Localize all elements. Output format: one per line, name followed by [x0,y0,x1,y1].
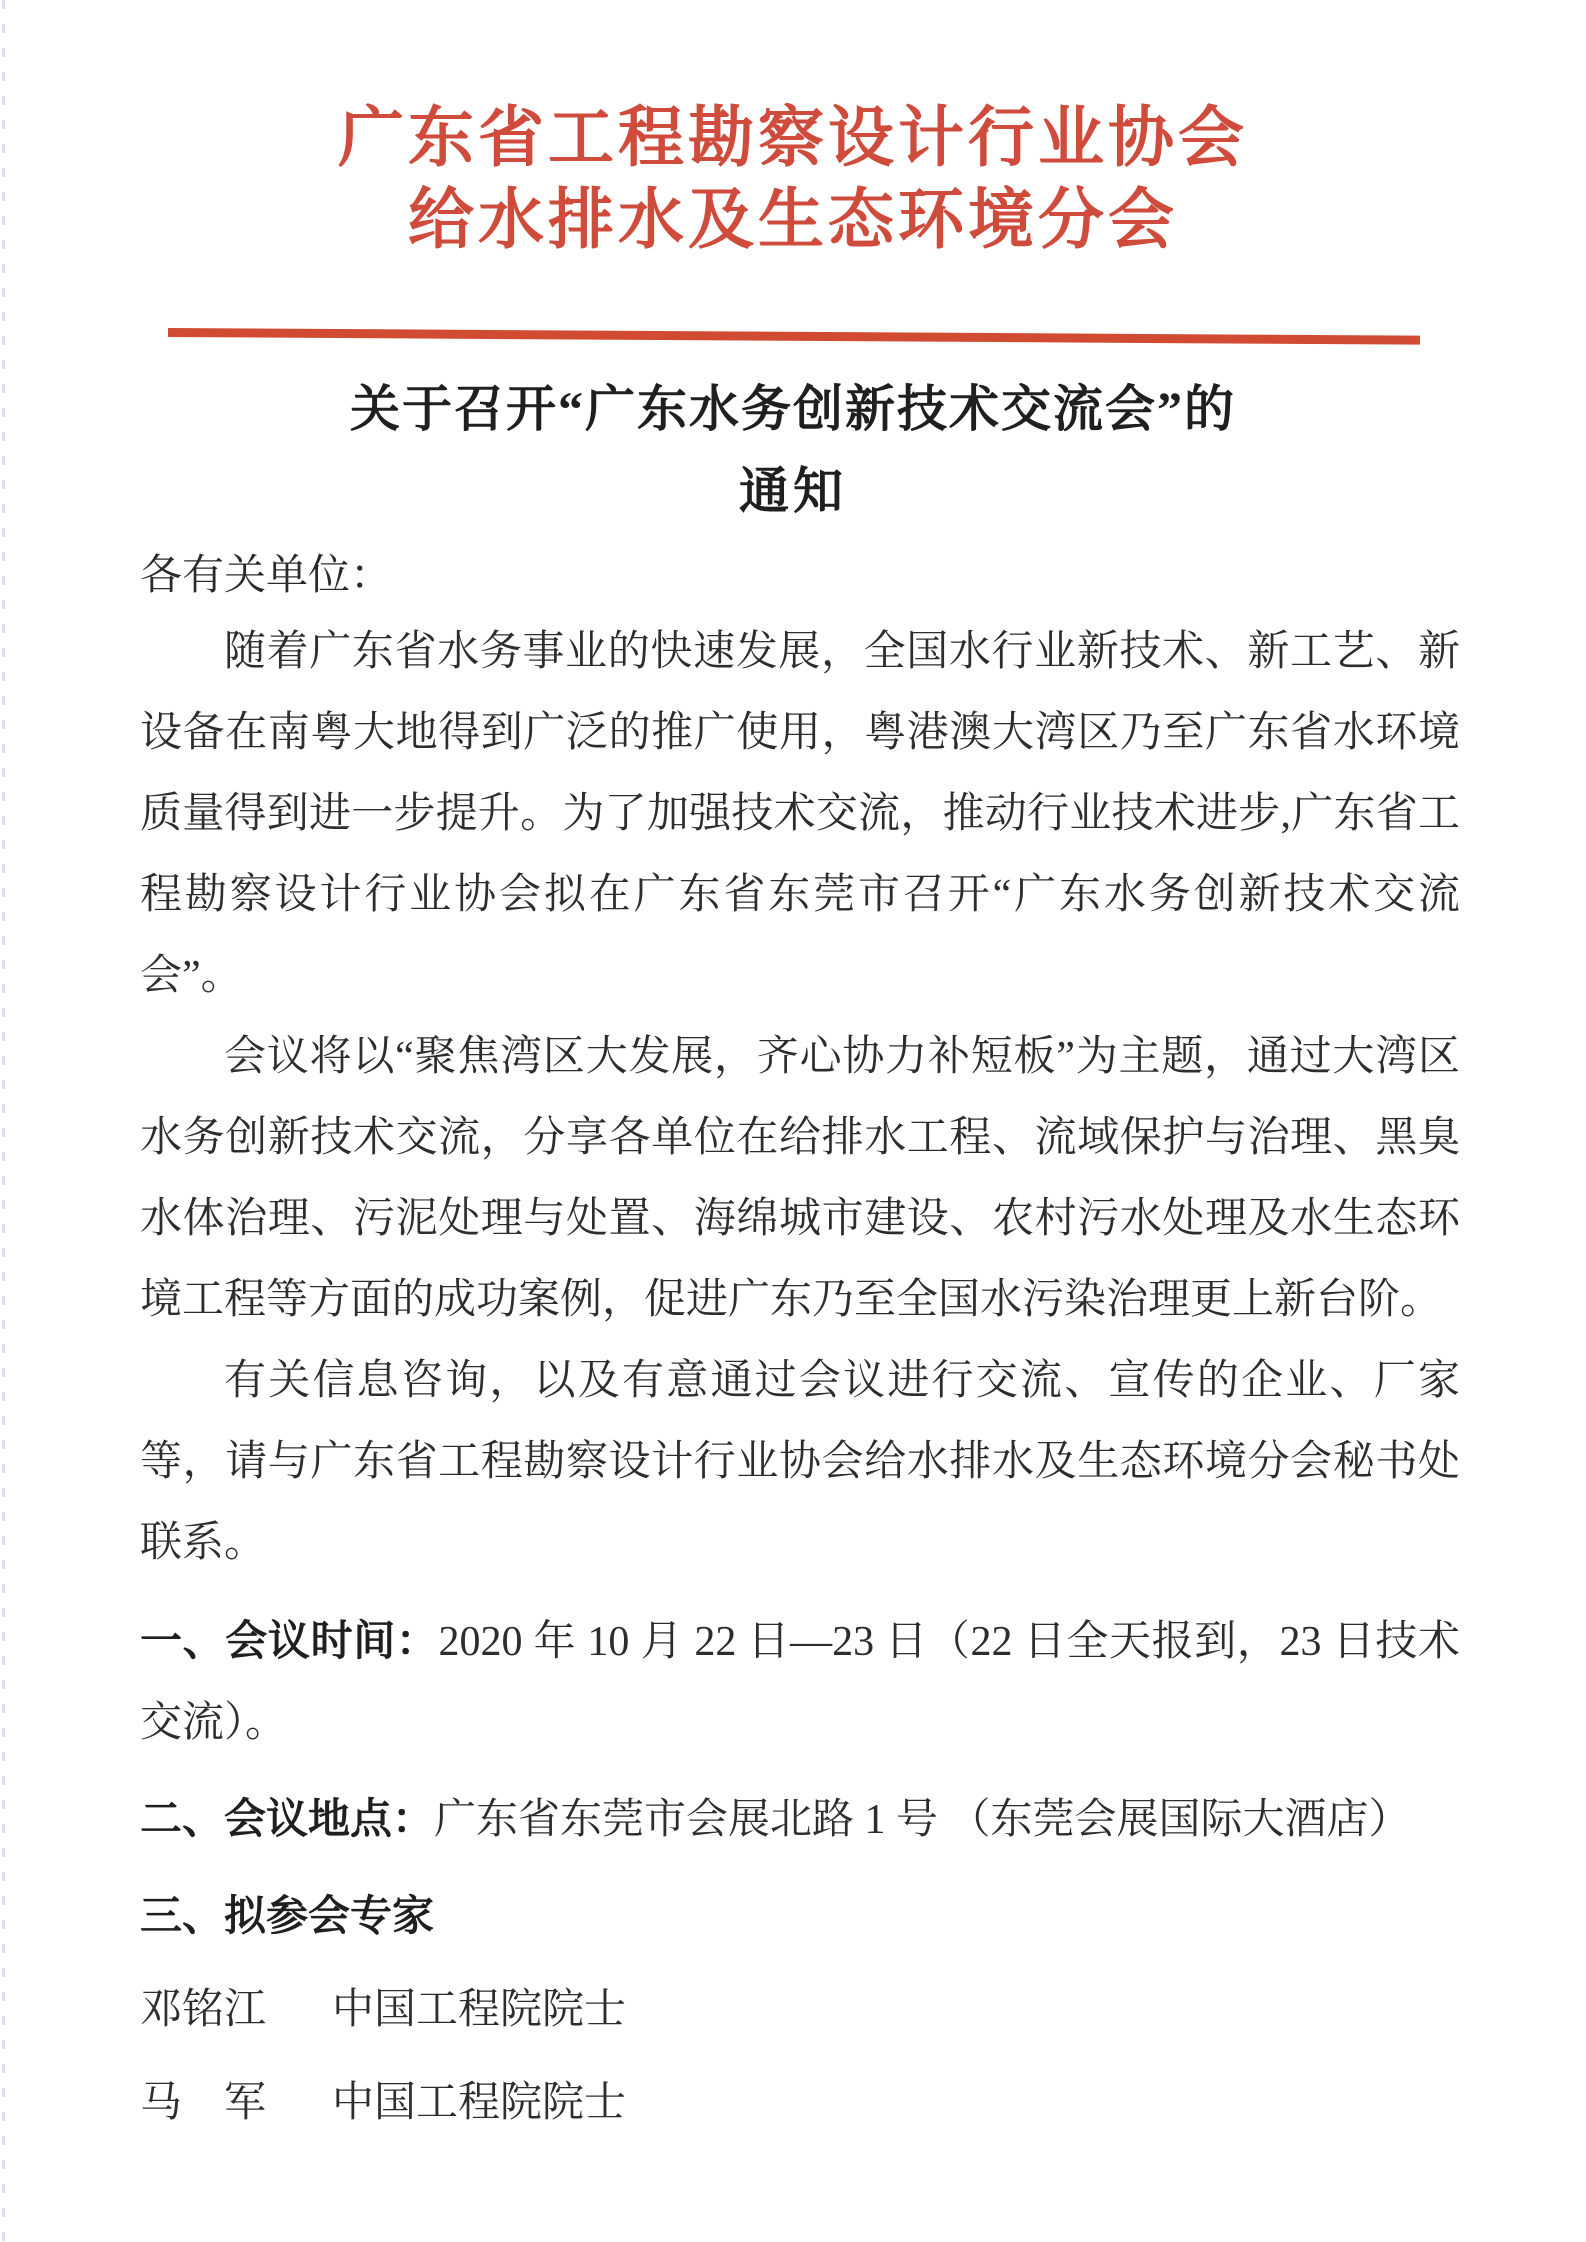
section-meeting-time [140,1602,1460,1764]
document-title-line2: 通知 [739,463,847,519]
section-meeting-place-label: 二、会议地点： [140,1797,435,1843]
section-meeting-time-label: 一、会议时间： [140,1619,439,1665]
salutation: 各有关单位： [140,553,393,599]
section-meeting-place-value: 广东省东莞市会展北路 1 号 （东莞会展国际大酒店） [434,1797,1411,1843]
document-title-line1: 关于召开“广东水务创新技术交流会”的 [350,381,1236,437]
section-meeting-place [140,1780,1460,1861]
paragraph-theme: 会议将以“聚焦湾区大发展，齐心协力补短板”为主题，通过大湾区水务创新技术交流，分享各单位在给排水工程、流域保护与治理、黑臭水体治理、污泥处理与处置、海绵城市建设、农村污水处理及水生态环境工程等方面的成功案例，促进广东乃至全国水污染治理更上新台阶。 [140,1034,1460,1323]
paragraph-intro: 随着广东省水务事业的快速发展，全国水行业新技术、新工艺、新设备在南粤大地得到广泛的推广使用，粤港澳大湾区乃至广东省水环境质量得到进一步提升。为了加强技术交流，推动行业技术进步,广东省工程勘察设计行业协会拟在广东省东莞市召开“广东水务创新技术交流会”。 [140,629,1460,999]
paragraph-contact: 有关信息咨询，以及有意通过会议进行交流、宣传的企业、厂家等，请与广东省工程勘察设计行业协会给水排水及生态环境分会秘书处联系。 [140,1358,1460,1566]
expert-title-1: 中国工程院院士 [332,1987,627,2033]
org-title-line1: 广东省工程勘察设计行业协会 [338,102,1248,175]
section-meeting-time-value: 2020 年 10 月 22 日—23 日（22 日全天报到，23 日技术交流）。 [140,1619,1460,1746]
section-experts-heading [140,1877,1460,1958]
org-title-line2: 给水排水及生态环境分会 [408,184,1178,257]
expert-name-1: 邓铭江 [140,1987,267,2033]
scan-edge-artifact [2,0,5,2242]
expert-title-2: 中国工程院院士 [332,2080,627,2126]
expert-name-2: 马 军 [140,2080,267,2126]
header-divider-rule [168,328,1420,345]
document-body [140,612,1460,2144]
expert-row-1 [140,1970,1460,2051]
expert-row-2 [140,2063,1460,2144]
section-experts-heading-label: 三、拟参会专家 [140,1894,435,1940]
